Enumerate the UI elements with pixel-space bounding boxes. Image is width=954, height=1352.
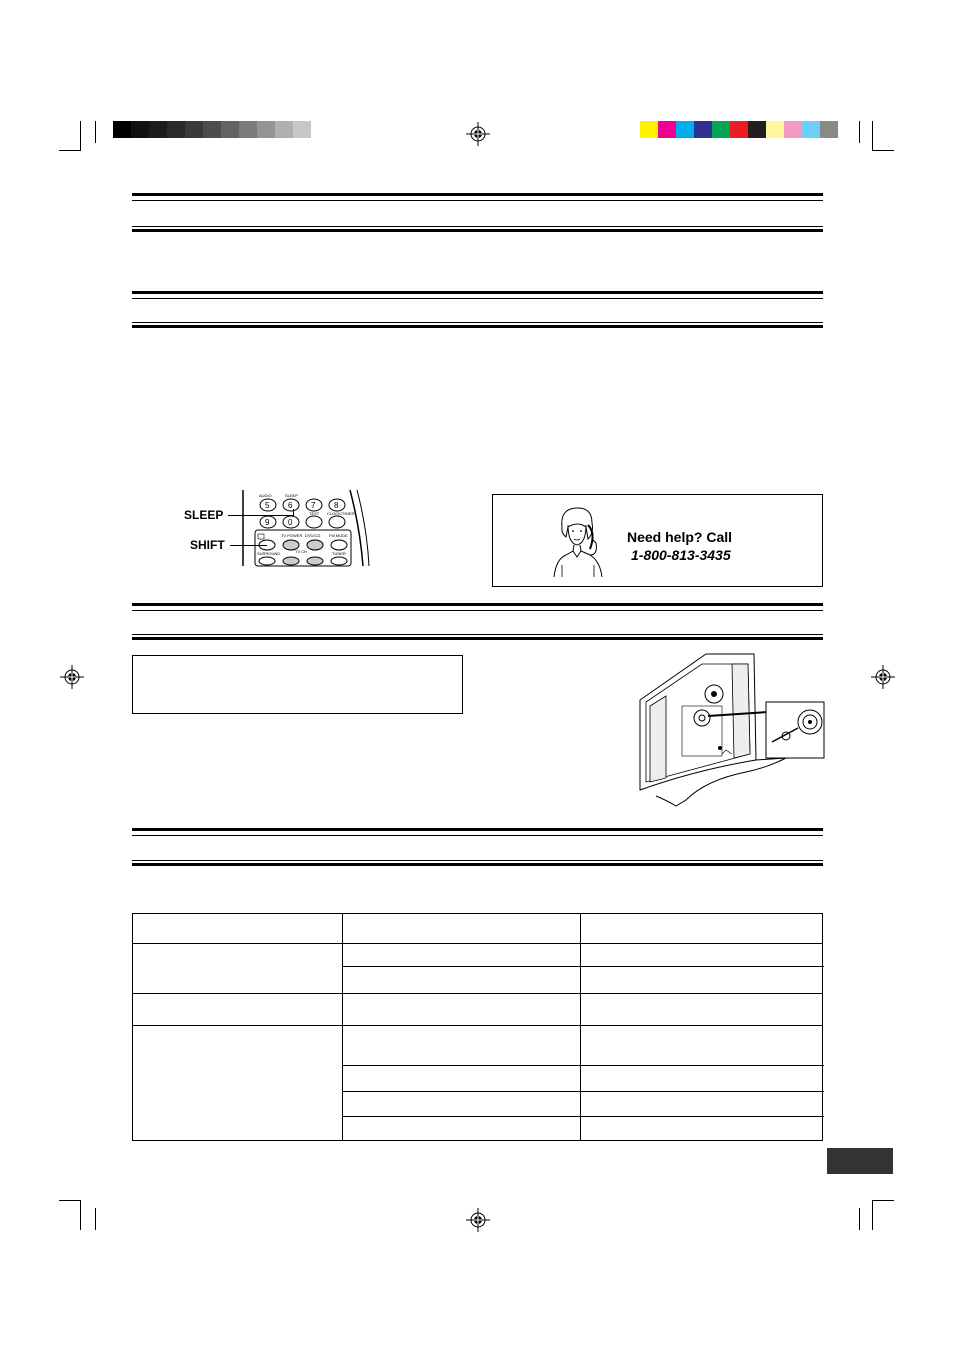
color-calibration-strip — [640, 121, 838, 138]
registration-mark-icon — [466, 1208, 490, 1232]
shift-label: SHIFT — [190, 538, 225, 552]
calibration-swatch — [275, 121, 293, 138]
calibration-swatch — [185, 121, 203, 138]
calibration-swatch — [221, 121, 239, 138]
calibration-swatch — [257, 121, 275, 138]
svg-text:0: 0 — [288, 518, 293, 527]
svg-text:CLOCK/TIMER: CLOCK/TIMER — [327, 511, 355, 516]
svg-text:TV CH: TV CH — [295, 549, 307, 554]
registration-mark-icon — [60, 665, 84, 689]
registration-mark-icon — [871, 665, 895, 689]
svg-text:TEST: TEST — [309, 511, 320, 516]
table-row-divider — [342, 1091, 824, 1092]
help-callout-box — [492, 494, 823, 587]
table-row-divider — [133, 993, 822, 994]
table-row-divider — [133, 1025, 822, 1026]
grayscale-calibration-strip — [113, 121, 329, 138]
svg-text:TUNER: TUNER — [332, 551, 346, 556]
calibration-swatch — [766, 121, 784, 138]
calibration-swatch — [167, 121, 185, 138]
calibration-swatch — [802, 121, 820, 138]
svg-text:DVD/CD: DVD/CD — [305, 533, 321, 538]
calibration-swatch — [311, 121, 329, 138]
svg-text:9: 9 — [265, 518, 270, 527]
calibration-swatch — [748, 121, 766, 138]
calibration-swatch — [149, 121, 167, 138]
page-number-tab — [827, 1148, 893, 1174]
calibration-swatch — [131, 121, 149, 138]
svg-text:AUDIO: AUDIO — [259, 493, 272, 498]
calibration-swatch — [676, 121, 694, 138]
calibration-swatch — [658, 121, 676, 138]
phone-support-woman-icon — [548, 503, 608, 579]
remote-control-icon — [235, 488, 375, 568]
table-row-divider — [342, 1065, 824, 1066]
registration-mark-icon — [466, 122, 490, 146]
svg-text:SLEEP: SLEEP — [285, 493, 298, 498]
svg-text:6: 6 — [288, 501, 293, 510]
sleep-label: SLEEP — [184, 508, 224, 522]
svg-text:FM MODE: FM MODE — [329, 533, 348, 538]
calibration-swatch — [640, 121, 658, 138]
calibration-swatch — [694, 121, 712, 138]
calibration-swatch — [239, 121, 257, 138]
table-column-divider — [342, 914, 343, 1140]
table-row-divider — [342, 1116, 824, 1117]
cd-player-unit-icon — [636, 650, 830, 810]
table-row-divider — [133, 943, 822, 944]
calibration-swatch — [730, 121, 748, 138]
reference-table — [132, 913, 823, 1141]
calibration-swatch — [712, 121, 730, 138]
table-row-divider — [342, 966, 824, 967]
remote-illustration — [180, 488, 375, 568]
svg-text:5: 5 — [265, 501, 270, 510]
svg-text:7: 7 — [311, 501, 316, 510]
calibration-swatch — [203, 121, 221, 138]
note-box — [132, 655, 463, 714]
table-column-divider — [580, 914, 581, 1140]
svg-text:8: 8 — [334, 501, 339, 510]
svg-text:SURROUND: SURROUND — [257, 551, 281, 556]
svg-text:TV POWER: TV POWER — [281, 533, 303, 538]
help-phone-number: 1-800-813-3435 — [631, 547, 731, 563]
calibration-swatch — [293, 121, 311, 138]
calibration-swatch — [784, 121, 802, 138]
calibration-swatch — [820, 121, 838, 138]
help-line-text: Need help? Call — [627, 529, 733, 545]
calibration-swatch — [113, 121, 131, 138]
